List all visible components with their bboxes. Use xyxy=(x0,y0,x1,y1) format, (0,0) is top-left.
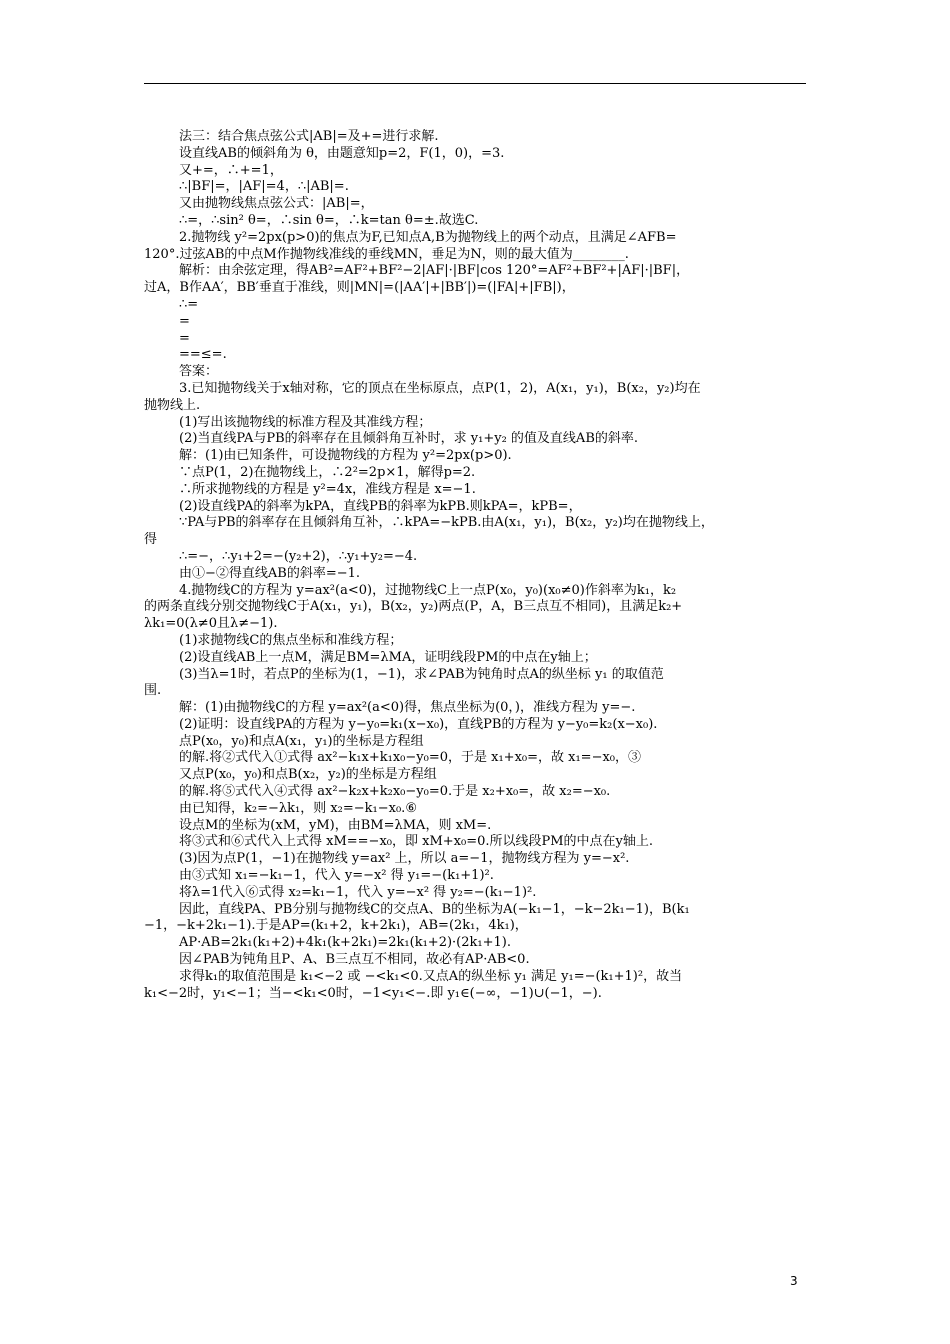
text-line: 又点P(x₀，y₀)和点B(x₂，y₂)的坐标是方程组 xyxy=(179,767,437,783)
text-line: ∴=，∴sin² θ=，∴sin θ=，∴k=tan θ=±.故选C. xyxy=(179,212,479,228)
text-line: (3)因为点P(1，−1)在抛物线 y=ax² 上，所以 a=−1，抛物线方程为 y=−x². xyxy=(179,851,630,867)
text-line: (1)写出该抛物线的标准方程及其准线方程； xyxy=(179,414,432,430)
text-line: −1，−k+2k₁−1).于是AP=(k₁+2，k+2k₁)，AB=(2k₁，4k₁)， xyxy=(144,918,528,934)
text-line: 又由抛物线焦点弦公式：|AB|=， xyxy=(179,196,374,212)
text-line: ∴= xyxy=(179,296,199,312)
text-line: 的解.将⑤式代入④式得 ax²−k₂x+k₂x₀−y₀=0.于是 x₂+x₀=，故 x₂=−x₀. xyxy=(179,784,611,800)
header-rule xyxy=(144,83,806,84)
text-line: (1)求抛物线C的焦点坐标和准线方程； xyxy=(179,632,403,648)
text-line: 设直线AB的倾斜角为 θ，由题意知p=2，F(1，0)，=3. xyxy=(179,145,505,161)
text-line: (2)设直线PA的斜率为kPA，直线PB的斜率为kPB.则kPA=，kPB=， xyxy=(179,498,582,514)
text-line: 得 xyxy=(144,532,158,548)
text-line: 4.抛物线C的方程为 y=ax²(a<0)，过抛物线C上一点P(x₀，y₀)(x₀≠0)作斜率为k₁，k₂ xyxy=(179,582,677,598)
text-line: 求得k₁的取值范围是 k₁<−2 或 −<k₁<0.又点A的纵坐标 y₁ 满足 y₁=−(k₁+1)²，故当 xyxy=(179,968,683,984)
text-line: 抛物线上. xyxy=(144,397,201,413)
text-line: 由①−②得直线AB的斜率=−1. xyxy=(179,565,361,581)
text-line: 答案： xyxy=(179,364,219,380)
text-line: ∵PA与PB的斜率存在且倾斜角互补，∴kPA=−kPB.由A(x₁，y₁)，B(x₂，y₂)均在抛物线上， xyxy=(179,515,714,531)
text-line: 法三：结合焦点弦公式|AB|=及+=进行求解. xyxy=(179,129,439,144)
text-line: 解析：由余弦定理，得AB²=AF²+BF²−2|AF|·|BF|cos 120°=AF²+BF²+|AF|·|BF|， xyxy=(179,263,690,279)
text-line: = xyxy=(179,313,190,329)
text-line: (2)证明：设直线PA的方程为 y−y₀=k₁(x−x₀)，直线PB的方程为 y−y₀=k₂(x−x₀). xyxy=(179,716,658,732)
text-line: 解：(1)由已知条件，可设抛物线的方程为 y²=2px(p>0). xyxy=(179,448,512,464)
text-line: 解：(1)由抛物线C的方程 y=ax²(a<0)得，焦点坐标为(0，)，准线方程为 y=−. xyxy=(179,700,636,716)
text-line: ∴=−，∴y₁+2=−(y₂+2)，∴y₁+y₂=−4. xyxy=(179,548,418,564)
text-line: AP·AB=2k₁(k₁+2)+4k₁(k+2k₁)=2k₁(k₁+2)·(2k₁+1). xyxy=(179,935,511,951)
text-line: = xyxy=(179,330,190,346)
text-line: 又+=，∴+=1， xyxy=(179,162,283,178)
text-line: (2)设直线AB上一点M，满足BM=λMA，证明线段PM的中点在y轴上； xyxy=(179,649,597,665)
text-line: 因∠PAB为钝角且P、A、B三点互不相同，故必有AP·AB<0. xyxy=(179,952,530,968)
text-line: ∵点P(1，2)在抛物线上，∴2²=2p×1，解得p=2. xyxy=(179,464,476,480)
document-body xyxy=(144,129,806,1002)
text-line: 由③式知 x₁=−k₁−1，代入 y=−x² 得 y₁=−(k₁+1)². xyxy=(179,868,494,884)
text-line: k₁<−2时，y₁<−1；当−<k₁<0时，−1<y₁<−.即 y₁∈(−∞，−1)∪(−1，−). xyxy=(144,985,602,1001)
text-line: λk₁=0(λ≠0且λ≠−1). xyxy=(144,616,278,632)
text-line: ==≤=. xyxy=(179,347,227,363)
page-number: 3 xyxy=(790,1274,798,1288)
text-line: 过A，B作AA′，BB′垂直于准线，则|MN|=(|AA′|+|BB′|)=(|FA|+|FB|)， xyxy=(144,280,575,296)
text-line: 的两条直线分别交抛物线C于A(x₁，y₁)，B(x₂，y₂)两点(P，A，B三点互不相同)，且满足k₂+ xyxy=(144,599,683,615)
text-line: 点P(x₀，y₀)和点A(x₁，y₁)的坐标是方程组 xyxy=(179,733,424,749)
text-line: 将λ=1代入⑥式得 x₂=k₁−1，代入 y=−x² 得 y₂=−(k₁−1)². xyxy=(179,884,537,900)
text-line: (2)当直线PA与PB的斜率存在且倾斜角互补时，求 y₁+y₂ 的值及直线AB的斜率. xyxy=(179,431,638,447)
text-line: 3.已知抛物线关于x轴对称，它的顶点在坐标原点，点P(1，2)，A(x₁，y₁)，B(x₂，y₂)均在 xyxy=(179,380,701,396)
text-line: 因此，直线PA、PB分别与抛物线C的交点A、B的坐标为A(−k₁−1，−k−2k₁−1)，B(k₁ xyxy=(179,901,690,917)
text-line: 围. xyxy=(144,683,162,699)
text-line: 2.抛物线 y²=2px(p>0)的焦点为F,已知点A,B为抛物线上的两个动点，且满足∠AFB= xyxy=(179,229,677,245)
text-line: 120°.过弦AB的中点M作抛物线准线的垂线MN，垂足为N，则的最大值为________. xyxy=(144,246,629,262)
text-line: ∴所求抛物线的方程是 y²=4x，准线方程是 x=−1. xyxy=(179,481,476,497)
text-line: 的解.将②式代入①式得 ax²−k₁x+k₁x₀−y₀=0，于是 x₁+x₀=，故 x₁=−x₀，③ xyxy=(179,750,642,766)
text-line: 由已知得，k₂=−λk₁，则 x₂=−k₁−x₀.⑥ xyxy=(179,800,417,816)
text-line: (3)当λ=1时，若点P的坐标为(1，−1)，求∠PAB为钝角时点A的纵坐标 y₁ 的取值范 xyxy=(179,666,664,682)
text-line: ∴|BF|=，|AF|=4，∴|AB|=. xyxy=(179,179,349,195)
text-line: 设点M的坐标为(xM，yM)，由BM=λMA，则 xM=. xyxy=(179,817,492,833)
text-line: 将③式和⑥式代入上式得 xM==−x₀，即 xM+x₀=0.所以线段PM的中点在y轴上. xyxy=(179,834,654,850)
